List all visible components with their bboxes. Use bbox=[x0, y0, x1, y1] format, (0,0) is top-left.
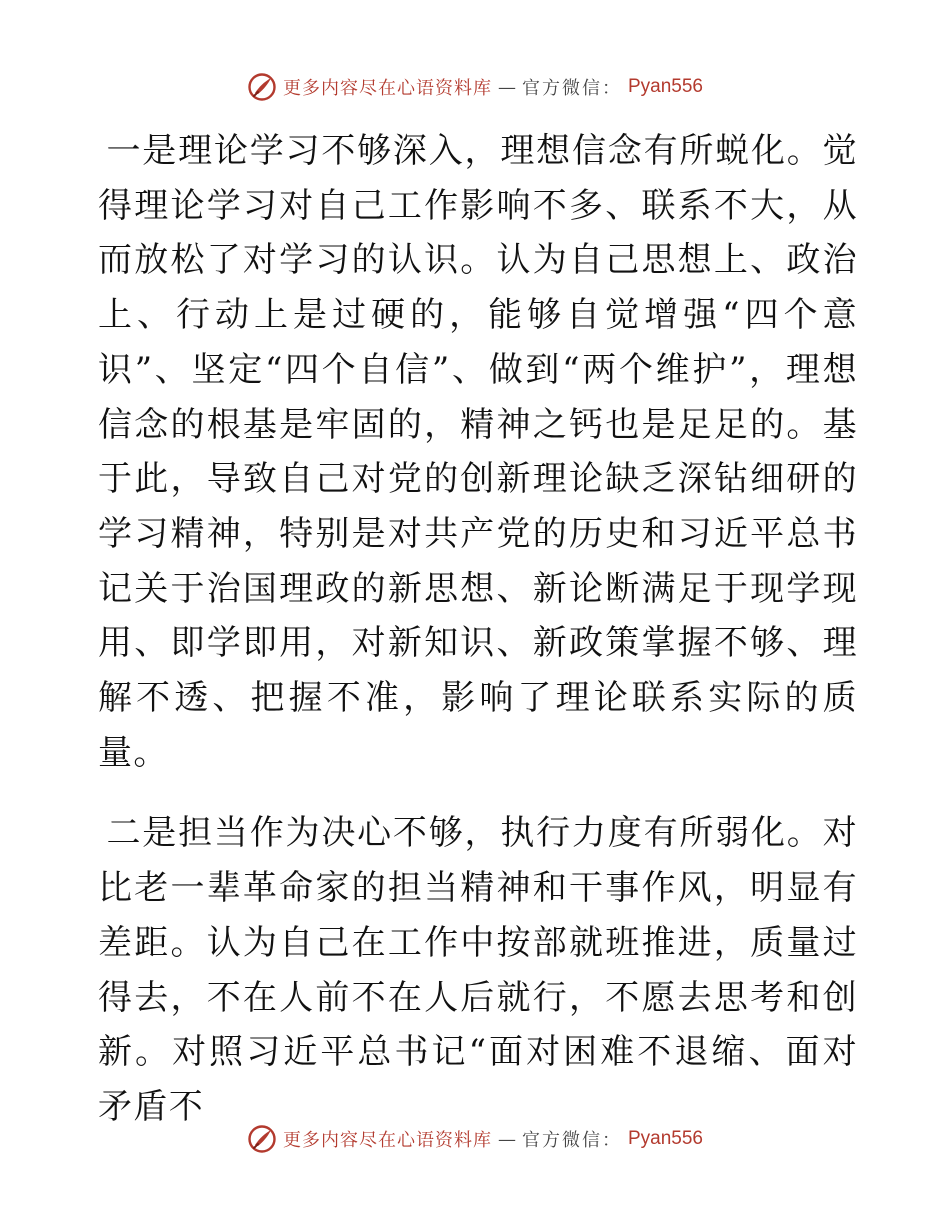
footer-watermark bbox=[0, 1124, 950, 1154]
watermark-wechat-label: 官方微信： bbox=[521, 1130, 622, 1151]
paragraph-1: 一是理论学习不够深入，理想信念有所蜕化。觉得理论学习对自己工作影响不多、联系不大，从而放松了对学习的认识。认为自己思想上、政治上、行动上是过硬的，能够自觉增强“四个意识”、坚定“四个自信”、做到“两个维护”，理想信念的根基是牢固的，精神之钙也是足足的。基于此，导致自己对党的创新理论缺乏深钻细研的学习精神，特别是对共产党的历史和习近平总书记关于治国理政的新思想、新论断满足于现学现用、即学即用，对新知识、新政策掌握不够、理解不透、把握不准，影响了理论联系实际的质量。 bbox=[98, 131, 858, 773]
watermark-wechat-id: Pyan556 bbox=[627, 76, 703, 97]
quill-logo-icon bbox=[247, 1124, 277, 1154]
watermark-wechat-id: Pyan556 bbox=[627, 1128, 703, 1149]
watermark-wechat-label: 官方微信： bbox=[521, 78, 622, 99]
quill-logo-icon bbox=[247, 72, 277, 102]
watermark-separator: — bbox=[497, 76, 516, 98]
paragraph-2: 二是担当作为决心不够，执行力度有所弱化。对比老一辈革命家的担当精神和干事作风，明显有差距。认为自己在工作中按部就班推进，质量过得去，不在人前不在人后就行，不愿去思考和创新。对照习近平总书记“面对困难不退缩、面对矛盾不 bbox=[98, 813, 858, 1127]
watermark-text: 更多内容尽在心语资料库 bbox=[282, 78, 492, 99]
watermark-separator: — bbox=[497, 1128, 516, 1150]
document-body bbox=[98, 124, 858, 1135]
watermark-text: 更多内容尽在心语资料库 bbox=[282, 1130, 492, 1151]
header-watermark bbox=[0, 72, 950, 102]
